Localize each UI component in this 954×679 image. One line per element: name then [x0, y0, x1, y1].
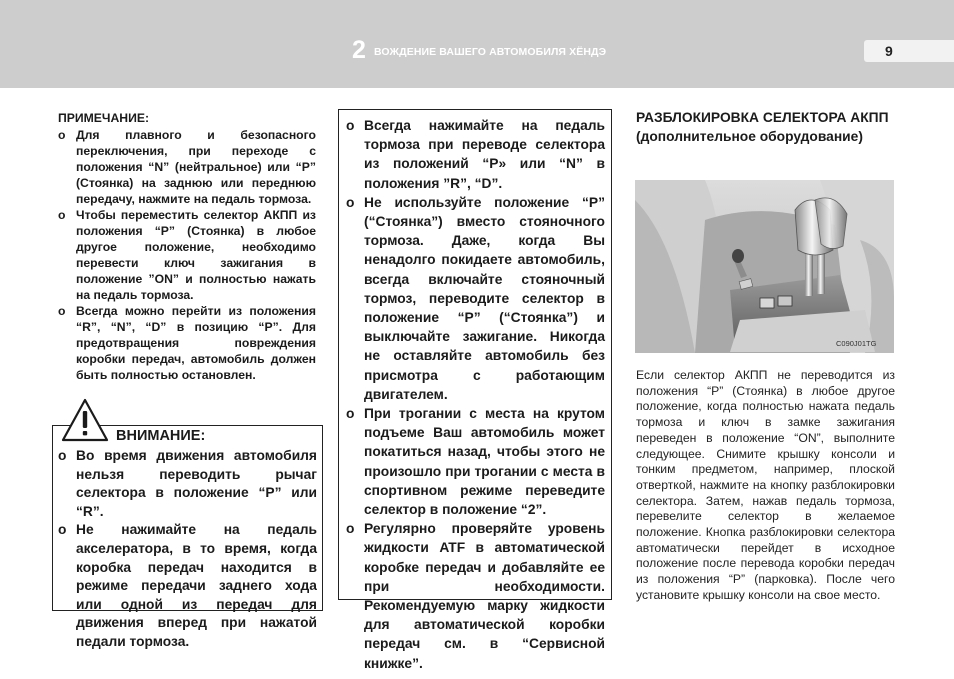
image-code: C090J01TG: [836, 339, 877, 348]
chapter-number: 2: [352, 36, 366, 64]
section-subtitle: (дополнительное оборудование): [636, 129, 863, 144]
note-title: ПРИМЕЧАНИЕ:: [58, 111, 150, 125]
note-item: o Для плавного и безопасного переключения, при переходе с положения “N” (нейтральное) или “P” (Стоянка) на заднюю или переднюю передачу, нажмите на педаль тормоза.: [58, 127, 316, 207]
note-section: [58, 111, 316, 383]
caution-section: [346, 116, 605, 673]
page-header: [0, 0, 954, 88]
warning-list: [58, 447, 317, 652]
caution-item: o Регулярно проверяйте уровень жидкости ATF в автоматической коробке передач и добавляйте ее при необходимости. Рекомендуемую марку жидкости для автоматической коробки передач см. в “Сервисной книжке”.: [346, 519, 605, 673]
shift-console-illustration: [635, 180, 894, 353]
note-item: o Чтобы переместить селектор АКПП из положения “P” (Стоянка) в любое другое положение, необходимо перевести ключ зажигания в положение ”ON” и полностью нажать на педаль тормоза.: [58, 207, 316, 303]
caution-list: [346, 116, 605, 673]
note-item: o Всегда можно перейти из положения “R”, “N”, “D” в позицию “P”. Для предотвращения повреждения коробки передач, автомобиль должен быть полностью остановлен.: [58, 303, 316, 383]
note-list: [58, 127, 316, 383]
caution-item: o Всегда нажимайте на педаль тормоза при переводе селектора из положений “P» или “N” в положения ”R”, “D”.: [346, 116, 605, 193]
warning-title: ВНИМАНИЕ:: [116, 428, 206, 444]
section-body: Если селектор АКПП не переводится из положения “P” (Стоянка) в любое другое положение, когда полностью нажата педаль тормоза и ключ в замке зажигания переведен в положение “ON”, выполните следующее. Снимите крышку консоли и тонким предметом, например, плоской отверткой, нажмите на кнопку разблокировки селектора. Затем, нажав педаль тормоза, перевелите селектор в желаемое положение. Кнопка разблокировки селектора автоматически перейдет в исходное положение после перевода коробки передач из положения “P” (парковка). После чего установите крышку консоли на свое место.: [636, 368, 895, 602]
section-heading: [636, 108, 896, 146]
section-title: РАЗБЛОКИРОВКА СЕЛЕКТОРА АКПП: [636, 110, 889, 125]
warning-item: o Во время движения автомобиля нельзя переводить рычаг селектора в положение “P” или “R”.: [58, 447, 317, 521]
warning-triangle-icon: [61, 398, 109, 442]
warning-section: [58, 447, 317, 652]
chapter-title: ВОЖДЕНИЕ ВАШЕГО АВТОМОБИЛЯ ХЁНДЭ: [374, 46, 607, 58]
page-number-badge: [864, 40, 954, 62]
warning-item: o Не нажимайте на педаль акселератора, в то время, когда коробка передач находится в режиме передачи заднего хода или одной из передач для движения вперед при нажатой педали тормоза.: [58, 521, 317, 651]
shift-lever-photo: [635, 180, 894, 353]
page-number: 9: [885, 43, 893, 59]
caution-item: o Не используйте положение “P” (“Стоянка”) вместо стояночного тормоза. Даже, когда Вы ненадолго покидаете автомобиль, всегда включайте стояночный тормоз, переводите селектор в положение “P” (“Стоянка”) и выключайте зажигание. Никогда не оставляйте автомобиль без присмотра с работающим двигателем.: [346, 193, 605, 404]
caution-item: o При трогании с места на крутом подъеме Ваш автомобиль может покатиться назад, чтобы этого не произошло при трогании с места в спортивном режиме переведите селектор в положение “2”.: [346, 404, 605, 519]
